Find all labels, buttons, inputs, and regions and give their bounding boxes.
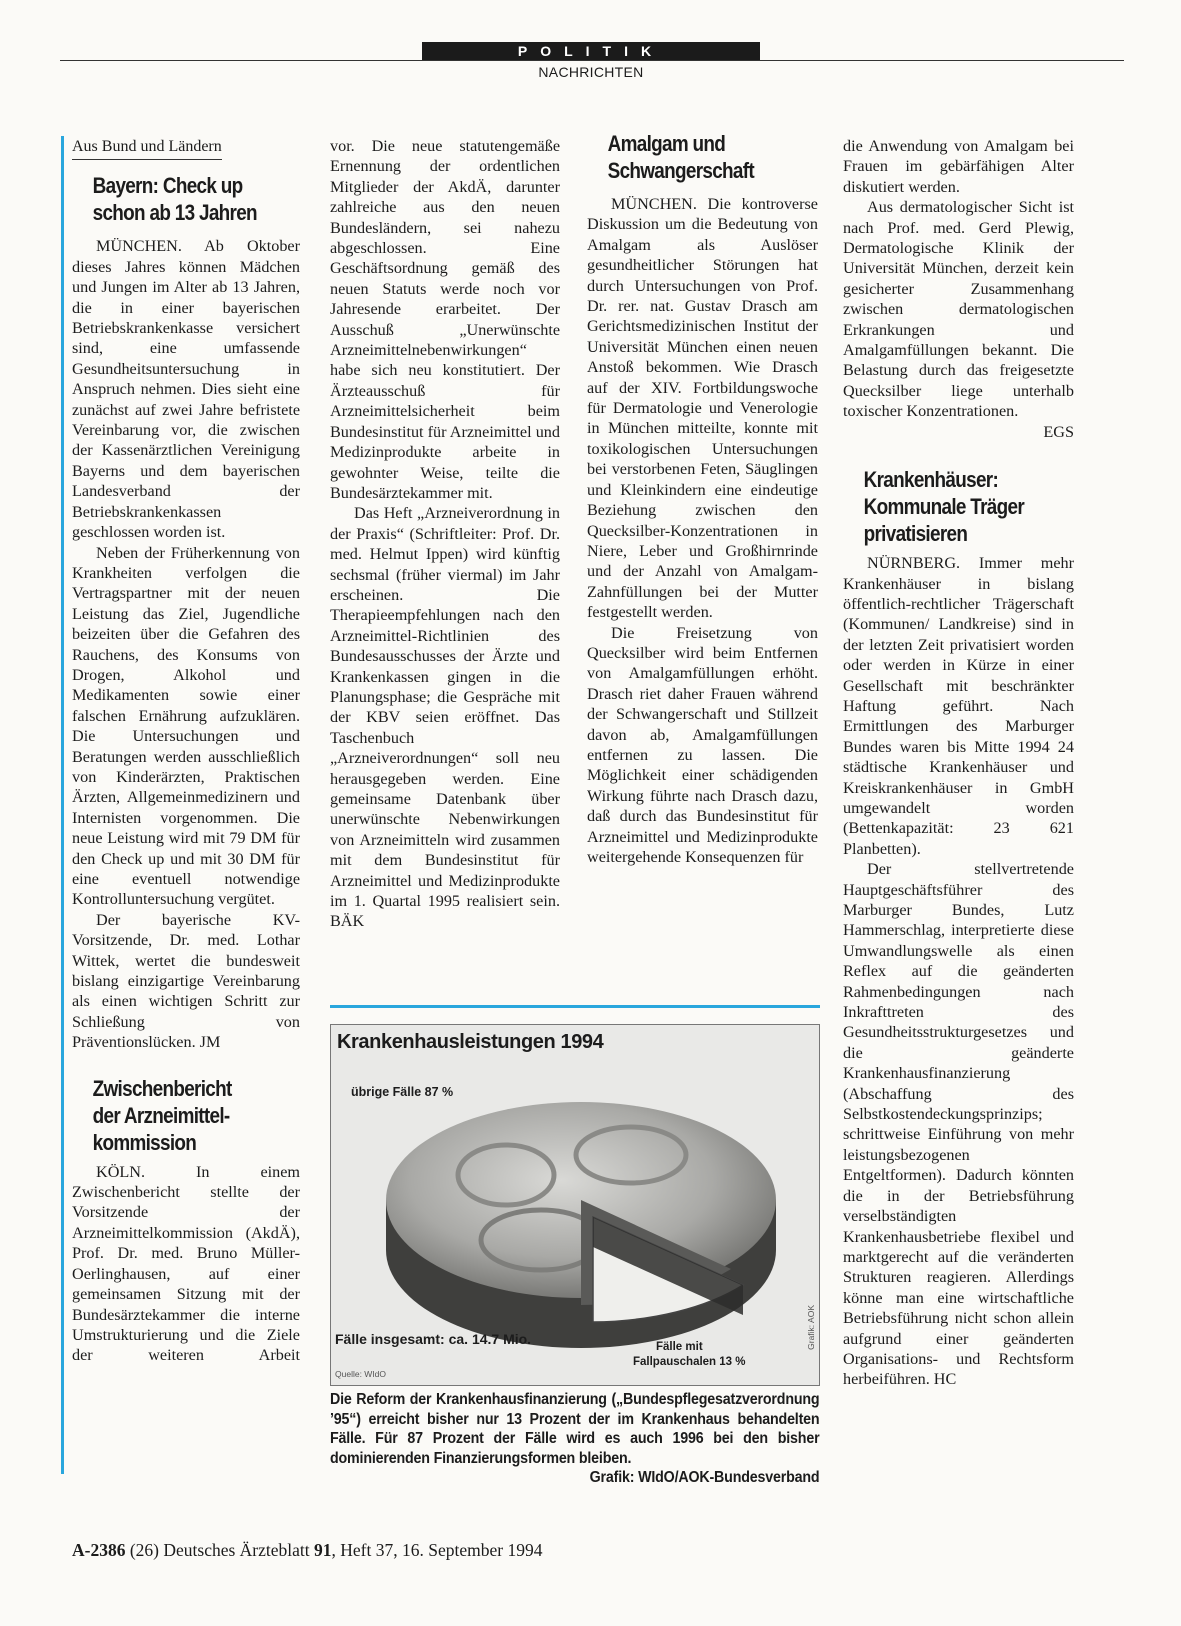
figure-source: Quelle: WIdO xyxy=(335,1369,387,1379)
rubric-kicker: Aus Bund und Ländern xyxy=(72,137,222,160)
headline-kh-1: Krankenhäuser: xyxy=(863,467,999,493)
caption-credit: Grafik: WIdO/AOK-Bundesverband xyxy=(589,1469,820,1486)
label-slice-2: Fallpauschalen 13 % xyxy=(633,1356,746,1368)
page-footer xyxy=(72,1540,542,1561)
footer-issue: , Heft 37, 16. September 1994 xyxy=(331,1540,543,1560)
column-4 xyxy=(843,136,1074,1390)
amalgam-para-3: die Anwendung von Amalgam bei Frauen im gebärfähigen Alter diskutiert werden. xyxy=(843,137,1074,196)
headline-bayern-1: Bayern: Check up xyxy=(92,173,243,199)
headline-kh-3: privatisieren xyxy=(863,521,968,547)
subsection-title: NACHRICHTEN xyxy=(538,64,644,80)
column-1 xyxy=(72,136,300,1366)
amalgam-para-2: Die Freisetzung von Quecksilber wird beim Entfernen von Amalgamfüllungen erhöht. Drasch riet daher Frauen während der Schwangerschaft und Stillzeit davon ab, Amalgamfüllungen entfernen zu lassen. Die Möglichkeit einer schädigenden Wirkung führte nach Drasch dazu, daß durch das Bundesinstitut für Arzneimittel und Medizinprodukte weitergehende Konsequenzen für xyxy=(587,623,818,866)
amalgam-para-4: Aus dermatologischer Sicht ist nach Prof. med. Gerd Plewig, Dermatologische Klinik der Universität München, derzeit kein gesicherter Zusammenhang zwischen dermatologischen Erkrankungen und Amalgamfüllungen bekannt. Die Belastung durch das freigesetzte Quecksilber liege unterhalb toxischer Konzentrationen. xyxy=(843,198,1074,421)
label-main-share: übrige Fälle 87 % xyxy=(351,1085,454,1099)
headline-akda-3: kommission xyxy=(92,1129,197,1155)
accent-bar-vertical xyxy=(61,136,64,1474)
page-number: A-2386 xyxy=(72,1540,126,1560)
figure-credit: Grafik: AOK xyxy=(806,1305,816,1350)
headline-akda-1: Zwischenbericht xyxy=(92,1075,232,1101)
pie-chart-figure xyxy=(330,1024,820,1386)
kh-para-2: Der stellvertretende Hauptgeschäftsführer des Marburger Bundes, Lutz Hammerschlag, interpretierte diese Umwandlungswelle als einen Reflex auf die geänderten Rahmenbedingungen nach Inkrafttreten des Gesundheitsstrukturgesetzes und die geänderte Krankenhausfinanzierung (Abschaffung des Selbstkostendeckungsprinzips; schrittweise Einführung von mehr leistungsbezogenen Entgeltformen). Dadurch könnten die in der Betriebsführung verselbständigten Krankenhausbetriebe flexibel und marktgerecht auf die veränderten Strukturen reagieren. Allerdings könne man eine wirtschaftliche Betriebsführung nicht schon allein aufgrund einer geänderten Organisations- und Rechtsform herbeiführen. HC xyxy=(843,860,1074,1389)
header-rule xyxy=(60,60,1124,61)
footer-publication: (26) Deutsches Ärzteblatt xyxy=(129,1540,310,1560)
bayern-para-1: MÜNCHEN. Ab Oktober dieses Jahres können Mädchen und Jungen im Alter ab 13 Jahren, die in einer bayerischen Betriebskrankenkasse versichert sind, eine umfassende Gesundheitsuntersuchung in Anspruch nehmen. Dies sieht eine zunächst auf zwei Jahre befristete Vereinbarung vor, die zwischen der Kassenärztlichen Vereinigung Bayerns und dem bayerischen Landesverband der Betriebskrankenkassen geschlossen worden ist. xyxy=(72,237,300,542)
footer-volume: 91 xyxy=(314,1540,332,1560)
label-total-cases: Fälle insgesamt: ca. 14.7 Mio. xyxy=(335,1331,532,1347)
headline-kh-2: Kommunale Träger xyxy=(863,494,1025,520)
headline-bayern-2: schon ab 13 Jahren xyxy=(92,200,257,226)
accent-bar-horizontal xyxy=(330,1005,820,1008)
column-2 xyxy=(330,136,560,932)
signature-egs: EGS xyxy=(1043,422,1074,441)
headline-akda-2: der Arzneimittel- xyxy=(92,1102,230,1128)
headline-amalgam-2: Schwangerschaft xyxy=(607,158,754,183)
column-3 xyxy=(587,130,818,867)
bayern-para-2: Neben der Früherkennung von Krankheiten verfolgen die Vertragspartner mit der neuen Leistung das Ziel, Jugendliche beizeiten über die Gefahren des Rauchens, des Konsums von Drogen, Alkohol und Medikamenten sowie einer falschen Ernährung aufzuklären. Die Untersuchungen und Beratungen werden ausschließlich von Kinderärzten, Praktischen Ärzten, Allgemeinmedizinern und Internisten vorgenommen. Die neue Leistung wird mit 79 DM für den Check up und mit 30 DM für eine eventuell notwendige Kontrolluntersuchung vergütet. xyxy=(72,543,300,909)
headline-amalgam-1: Amalgam und xyxy=(607,131,726,156)
figure-caption xyxy=(330,1390,819,1488)
kh-para-1: NÜRNBERG. Immer mehr Krankenhäuser in bislang öffentlich-rechtlicher Trägerschaft (Kommunen/ Landkreise) sind in der letzten Zeit privatisiert worden oder werden in Kürze in einer Gesellschaft mit beschränkter Haftung geführt. Nach Ermittlungen des Marburger Bundes waren bis Mitte 1994 24 städtische Krankenhäuser und Kreiskrankenhäuser in GmbH umgewandelt worden (Bettenkapazität: 23 621 Planbetten). xyxy=(843,554,1074,858)
figure-title: Krankenhausleistungen 1994 xyxy=(337,1031,604,1053)
label-slice-1: Fälle mit xyxy=(656,1341,703,1353)
section-banner: POLITIK xyxy=(422,42,760,60)
akda-para-1: KÖLN. In einem Zwischenbericht stellte der Vorsitzende der Arzneimittelkommission (AkdÄ), Prof. Dr. med. Bruno Müller-Oerlinghausen, auf einer gemeinsamen Sitzung mit der Bundesärztekammer die interne Umstrukturierung und die Ziele der weiteren Arbeit xyxy=(72,1162,300,1365)
bayern-para-3: Der bayerische KV-Vorsitzende, Dr. med. Lothar Wittek, wertet die bundesweit bislang einzigartige Vereinbarung als einen wichtigen Schritt zur Schließung von Präventionslücken. JM xyxy=(72,910,300,1052)
akda-para-2: vor. Die neue statutengemäße Ernennung der ordentlichen Mitglieder der AkdÄ, darunter zahlreiche aus den neuen Bundesländern, sei nahezu abgeschlossen. Eine Geschäftsordnung gemäß des neuen Statuts werde noch vor Jahresende erarbeitet. Der Ausschuß „Unerwünschte Arzneimittelnebenwirkungen“ habe sich neu konstitutiert. Der Ärzteausschuß für Arzneimittelsicherheit beim Bundesinstitut für Arzneimittel und Medizinprodukte arbeite in gewohnter Weise, teilte die Bundesärztekammer mit. xyxy=(330,137,560,502)
amalgam-para-1: MÜNCHEN. Die kontroverse Diskussion um die Bedeutung von Amalgam als Auslöser gesundheitlicher Störungen hat durch Untersuchungen von Prof. Dr. rer. nat. Gustav Drasch am Gerichtsmedizinischen Institut der Universität München einen neuen Anstoß bekommen. Wie Drasch auf der XIV. Fortbildungswoche für Dermatologie und Venerologie in München mitteilte, konnte mit toxikologischen Untersuchungen bei verstorbenen Feten, Säuglingen und Kleinkindern eine eindeutige Beziehung zwischen den Quecksilber-Konzentrationen in Niere, Leber und Großhirnrinde und der Anzahl von Amalgam-Zahnfüllungen bei der Mutter festgestellt werden. xyxy=(587,195,818,622)
akda-para-3: Das Heft „Arzneiverordnung in der Praxis“ (Schriftleiter: Prof. Dr. med. Helmut Ippen) wird künftig sechsmal (früher viermal) im Jahr erscheinen. Die Therapieempfehlungen nach den Arzneimittel-Richtlinien des Bundesausschusses der Ärzte und Krankenkassen gingen in die Planungsphase; die Gespräche mit der KBV seien eröffnet. Das Taschenbuch „Arzneiverordnungen“ soll neu herausgegeben werden. Eine gemeinsame Datenbank über unerwünschte Nebenwirkungen von Arzneimitteln wird zusammen mit dem Bundesinstitut für Arzneimittel und Medizinprodukte im 1. Quartal 1995 realisiert sein. BÄK xyxy=(330,504,560,931)
caption-text: Die Reform der Krankenhausfinanzierung („Bundespflegesatzverordnung ’95“) erreicht bisher nur 13 Prozent der im Krankenhaus behandelten Fälle. Für 87 Prozent der Fälle wird es auch 1996 bei den bisher dominierenden Finanzierungsformen bleiben. xyxy=(330,1391,820,1467)
